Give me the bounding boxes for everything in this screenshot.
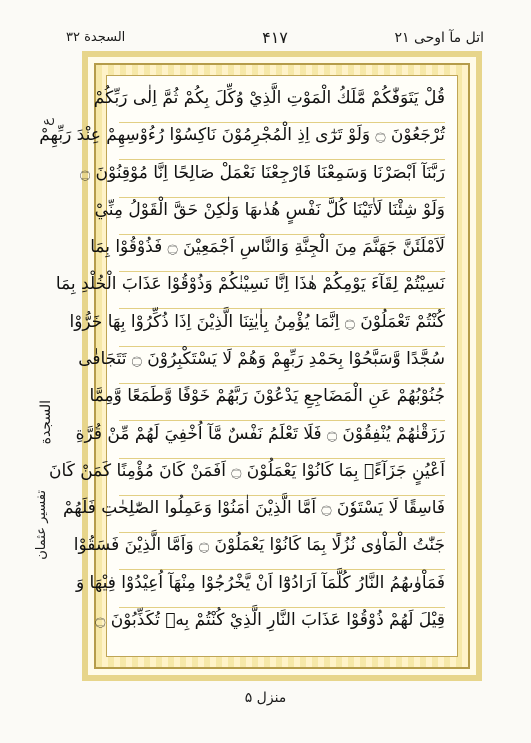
- verse-line-2: تُرْجَعُوْنَ ۝ وَلَوْ تَرٰٓى اِذِ الْمُجْرِمُوْنَ نَاكِسُوْا رُءُوْسِهِمْ عِنْدَ رَبِّهِمْ: [119, 125, 445, 160]
- verse-line-15: قِيْلَ لَهُمْ ذُوْقُوْا عَذَابَ النَّارِ الَّذِيْ كُنْتُمْ بِهٖ تُكَذِّبُوْنَ ۝: [95, 609, 445, 630]
- page-header: [66, 24, 484, 54]
- verse-line-13: جَنّٰتُ الْمَاْوٰى نُزُلًا بِمَا كَانُوْا يَعْمَلُوْنَ ۝ وَاَمَّا الَّذِيْنَ فَسَقُوْا: [119, 535, 445, 570]
- verse-line-11: اَعْيُنٍ جَزَآءًۢ بِمَا كَانُوْا يَعْمَلُوْنَ ۝ اَفَمَنْ كَانَ مُؤْمِنًا كَمَنْ كَانَ: [119, 461, 445, 496]
- ruku-marker: ع: [40, 118, 55, 126]
- verse-line-4: وَلَوْ شِئْنَا لَاٰتَيْنَا كُلَّ نَفْسٍ هُدٰىهَا وَلٰكِنْ حَقَّ الْقَوْلُ مِنِّيْ: [119, 200, 445, 235]
- verse-line-6: نَسِيْتُمْ لِقَآءَ يَوْمِكُمْ هٰذَا اِنَّا نَسِيْنٰكُمْ وَذُوْقُوْا عَذَابَ الْخُلْدِ بِمَا: [119, 274, 445, 309]
- verse-line-8: سُجَّدًا وَّسَبَّحُوْا بِحَمْدِ رَبِّهِمْ وَهُمْ لَا يَسْتَكْبِرُوْنَ ۝ تَتَجَافٰى: [119, 349, 445, 384]
- sajda-marker: السجدة: [38, 400, 54, 445]
- verse-line-14: فَمَاْوٰىهُمُ النَّارُ كُلَّمَآ اَرَادُوْٓا اَنْ يَّخْرُجُوْا مِنْهَآ اُعِيْدُوْا فِيْهَا وَ: [119, 573, 445, 608]
- verse-line-7: كُنْتُمْ تَعْمَلُوْنَ ۝ اِنَّمَا يُؤْمِنُ بِاٰيٰتِنَا الَّذِيْنَ اِذَا ذُكِّرُوْا بِهَا خَرُّوْا: [119, 312, 445, 347]
- tafseer-note: تفسیر عثمان: [34, 490, 49, 560]
- verse-line-3: رَبَّنَآ اَبْصَرْنَا وَسَمِعْنَا فَارْجِعْنَا نَعْمَلْ صَالِحًا اِنَّا مُوْقِنُوْنَ ۝: [119, 163, 445, 198]
- verse-line-12: فَاسِقًا لَا يَسْتَوٗنَ ۝ اَمَّا الَّذِيْنَ اٰمَنُوْا وَعَمِلُوا الصّٰلِحٰتِ فَلَهُمْ: [119, 498, 445, 533]
- verse-line-1: قُلْ يَتَوَفّٰكُمْ مَّلَكُ الْمَوْتِ الَّذِيْ وُكِّلَ بِكُمْ ثُمَّ اِلٰى رَبِّكُمْ: [119, 88, 445, 123]
- manzil-footer: منزل ۵: [244, 690, 287, 706]
- surah-title: السجدة ۳۲: [66, 30, 126, 45]
- juz-title: اتل مآ اوحی ۲۱: [394, 30, 484, 46]
- page-number: ۴۱۷: [262, 28, 288, 47]
- verse-line-5: لَاَمْلَئَنَّ جَهَنَّمَ مِنَ الْجِنَّةِ وَالنَّاسِ اَجْمَعِيْنَ ۝ فَذُوْقُوْا بِمَا: [119, 237, 445, 272]
- verse-line-10: رَزَقْنٰهُمْ يُنْفِقُوْنَ ۝ فَلَا تَعْلَمُ نَفْسٌ مَّآ اُخْفِيَ لَهُمْ مِّنْ قُرَّةِ: [119, 424, 445, 459]
- verse-line-9: جُنُوْبُهُمْ عَنِ الْمَضَاجِعِ يَدْعُوْنَ رَبَّهُمْ خَوْفًا وَّطَمَعًا وَّمِمَّا: [119, 386, 445, 421]
